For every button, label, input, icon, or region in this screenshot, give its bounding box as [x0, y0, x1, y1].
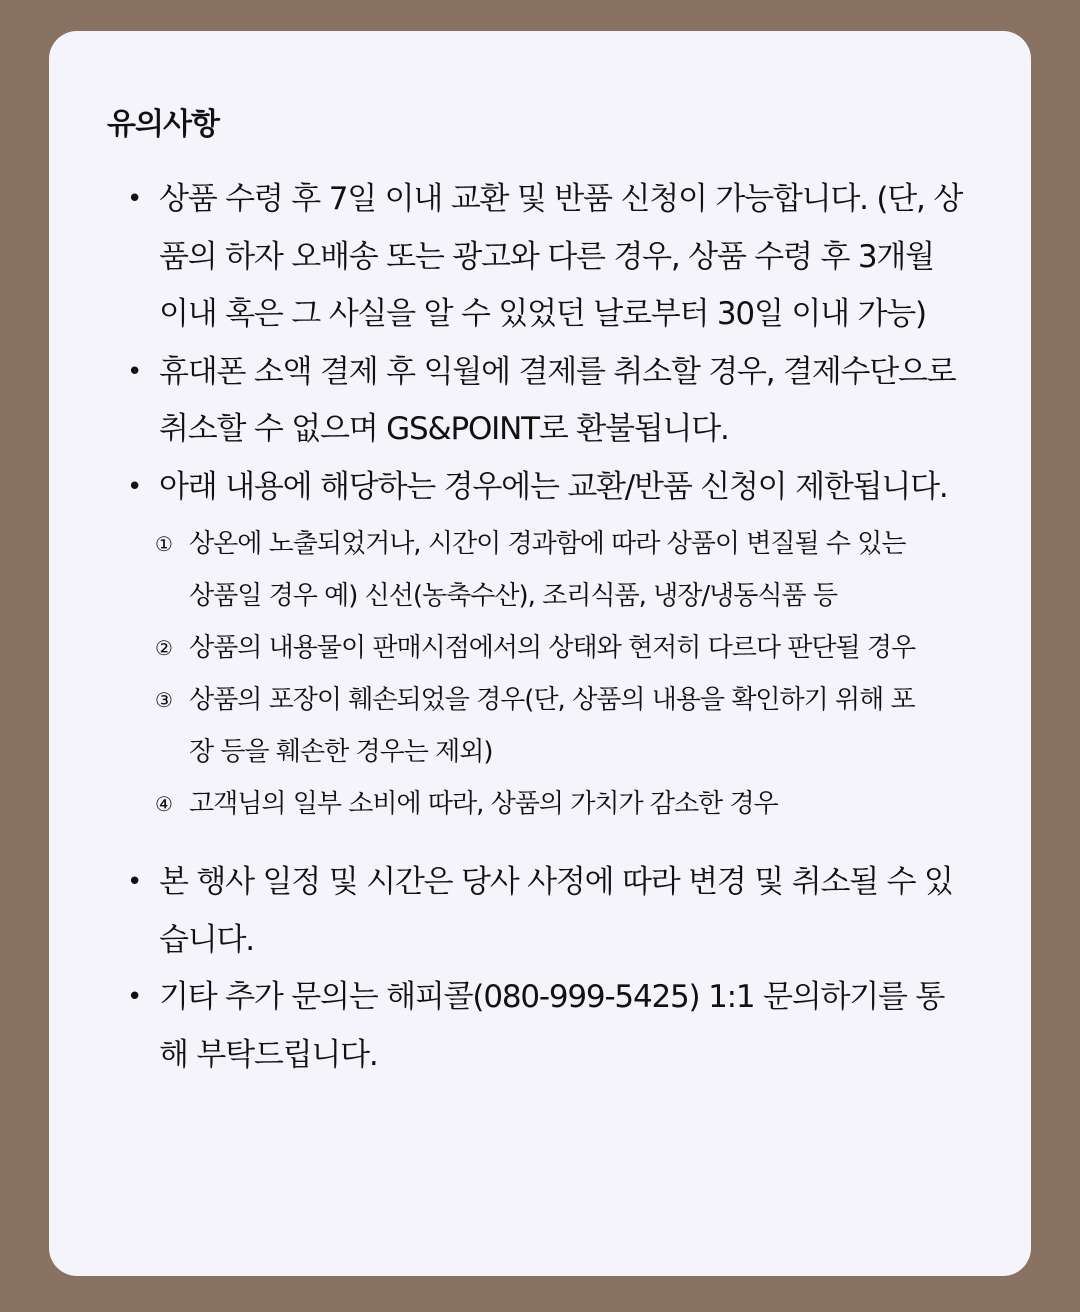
restriction-item	[155, 778, 971, 830]
notice-item-text: 기타 추가 문의는 해피콜(080-999-5425) 1:1 문의하기를 통해 부탁드립니다.	[159, 979, 945, 1073]
bullet-dot: •	[127, 356, 142, 387]
restriction-text: 상온에 노출되었거나, 시간이 경과함에 따라 상품이 변질될 수 있는 상품일 경우 예) 신선(농축수산), 조리식품, 냉장/냉동식품 등	[189, 529, 906, 611]
notice-card	[49, 31, 1031, 1276]
notice-list	[49, 171, 1031, 1084]
bullet-dot: •	[127, 982, 142, 1012]
restriction-list	[155, 518, 971, 830]
bullet-dot: •	[127, 184, 142, 214]
restriction-item	[155, 674, 971, 778]
bullet-dot: •	[127, 867, 142, 897]
notice-item-text: 아래 내용에 해당하는 경우에는 교환/반품 신청이 제한됩니다.	[159, 468, 948, 505]
circled-number: ④	[155, 792, 172, 816]
notice-item	[49, 459, 1031, 855]
section-gap	[159, 830, 971, 854]
notice-item-text: 휴대폰 소액 결제 후 익월에 결제를 취소할 경우, 결제수단으로 취소할 수 없으며 GS&POINT로 환불됩니다.	[159, 353, 956, 447]
notice-item-text: 본 행사 일정 및 시간은 당사 사정에 따라 변경 및 취소될 수 있습니다.	[159, 864, 953, 958]
notice-item	[49, 969, 1031, 1084]
circled-number: ③	[155, 688, 172, 712]
circled-number: ②	[155, 636, 172, 660]
notice-item	[49, 854, 1031, 969]
restriction-text: 고객님의 일부 소비에 따라, 상품의 가치가 감소한 경우	[189, 789, 778, 819]
notice-title: 유의사항	[107, 107, 219, 142]
notice-item	[49, 344, 1031, 459]
restriction-item	[155, 518, 971, 622]
restriction-text: 상품의 포장이 훼손되었을 경우(단, 상품의 내용을 확인하기 위해 포장 등을 훼손한 경우는 제외)	[189, 685, 915, 767]
restriction-item	[155, 622, 971, 674]
restriction-text: 상품의 내용물이 판매시점에서의 상태와 현저히 다르다 판단될 경우	[189, 633, 916, 663]
bullet-dot: •	[127, 471, 142, 502]
notice-item-text: 상품 수령 후 7일 이내 교환 및 반품 신청이 가능합니다. (단, 상품의 하자 오배송 또는 광고와 다른 경우, 상품 수령 후 3개월 이내 혹은 그 사실을 알 수 있었던 날로부터 30일 이내 가능)	[159, 181, 963, 332]
notice-item	[49, 171, 1031, 344]
circled-number: ①	[155, 532, 172, 556]
